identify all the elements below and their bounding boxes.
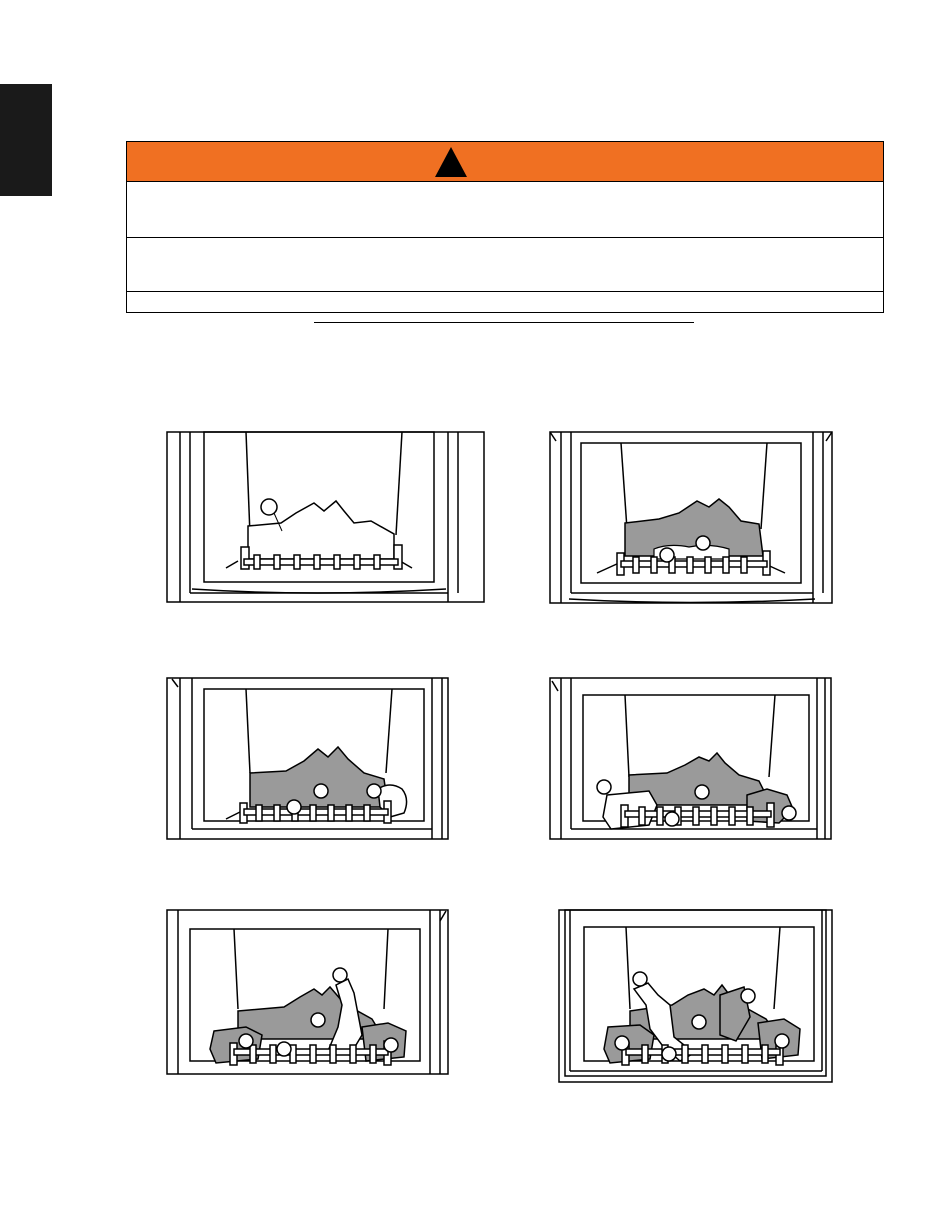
warning-row-1 [127,181,883,237]
fireplace-figure-step-6 [558,909,834,1083]
warning-row-2 [127,237,883,292]
warning-triangle-icon [434,146,468,178]
fireplace-figure-step-1 [166,431,486,603]
fireplace-figure-step-4 [549,677,833,840]
warning-box [126,141,884,313]
fireplace-figure-step-2 [549,431,834,605]
warning-row-3 [127,291,883,313]
fireplace-figure-step-5 [166,909,450,1075]
warning-header [127,142,883,182]
section-title-underline [314,322,694,323]
fireplace-figure-step-3 [166,677,450,840]
side-tab-marker [0,84,52,196]
